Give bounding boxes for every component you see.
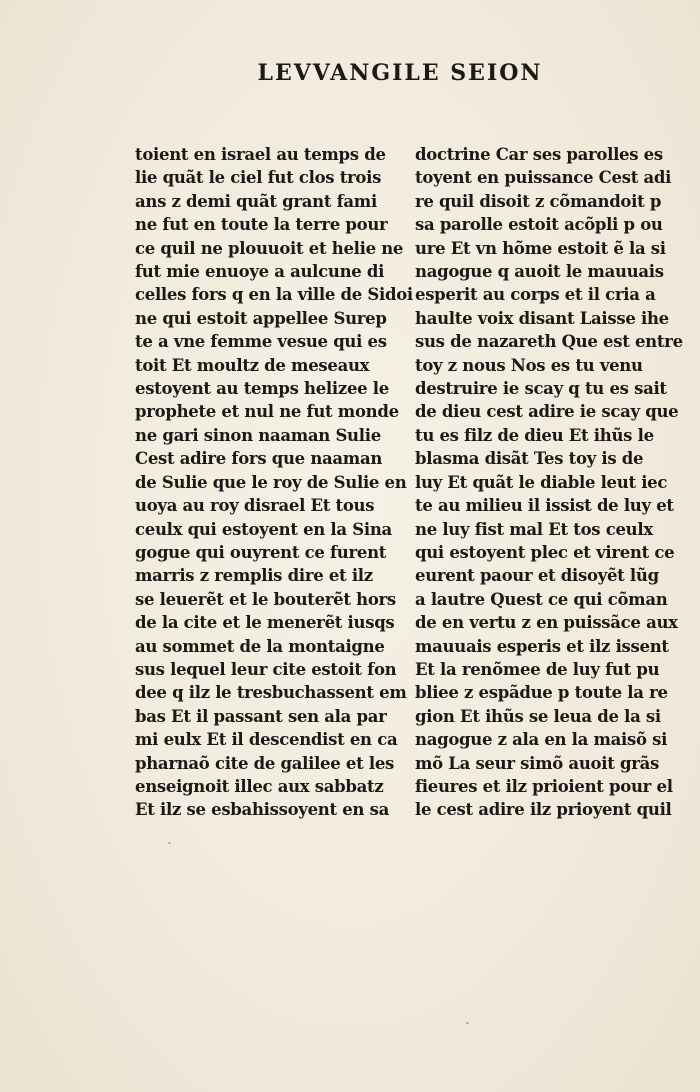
left-column-line: ans z demi quãt grant fami [135,191,377,211]
left-column-line: ce quil ne plouuoit et helie ne [135,238,404,258]
left-column-line: ne fut en toute la terre pour [135,215,388,235]
right-column-line: a lautre Quest ce qui cõman [415,589,668,609]
left-column-line: bas Et il passant sen ala par [135,706,387,726]
right-column-line: le cest adire ilz prioyent quil [415,800,672,820]
right-column-line: sus de nazareth Que est entre [415,332,683,352]
left-column-line: toient en israel au temps de [135,145,386,164]
right-column-line: fieures et ilz prioient pour el [415,776,673,796]
right-column-line: ne luy fist mal Et tos ceulx [415,519,653,539]
left-column-line: sus lequel leur cite estoit fon [135,659,397,679]
left-column-line: te a vne femme vesue qui es [135,332,387,352]
left-column-line: gogue qui ouyrent ce furent [135,542,387,562]
right-column-line: haulte voix disant Laisse ihe [415,308,669,328]
right-column-line: doctrine Car ses parolles es [415,145,663,164]
left-column-line: uoya au roy disrael Et tous [135,496,375,516]
left-column-line: celles fors q en la ville de Sidoi [135,285,413,305]
right-column-line: gion Et ihũs se leua de la si [415,706,661,726]
running-head: LEVVANGILE SEION [257,60,543,86]
left-column-line: fut mie enuoye a aulcune di [135,262,385,282]
left-column-line: de la cite et le menerẽt iusqs [135,613,395,633]
right-column-line: nagogue z ala en la maisõ si [415,730,668,750]
right-column-line: bliee z espãdue p toute la re [415,683,668,703]
right-column-line: sa parolle estoit acõpli p ou [415,215,663,235]
left-column-line: Et ilz se esbahissoyent en sa [135,800,389,820]
right-column-line: toy z nous Nos es tu venu [415,355,643,375]
left-column-line: pharnaõ cite de galilee et les [135,753,395,773]
left-column-line: marris z remplis dire et ilz [135,566,373,586]
left-column-line: enseignoit illec aux sabbatz [135,776,384,796]
left-column-line: ne gari sinon naaman Sulie [135,425,381,445]
left-column-line: estoyent au temps helizee le [135,379,389,399]
left-text-column [135,143,413,822]
right-column-line: Et la renõmee de luy fut pu [415,659,660,679]
left-column-line: lie quãt le ciel fut clos trois [135,168,382,188]
left-column-line: se leuerẽt et le bouterẽt hors [135,589,396,609]
left-column-line: ceulx qui estoyent en la Sina [135,519,392,539]
left-column-line: toit Et moultz de meseaux [135,355,370,375]
left-column-line: Cest adire fors que naaman [135,449,383,469]
left-column-line: dee q ilz le tresbuchassent em [135,683,407,703]
right-column-line: de en vertu z en puissãce aux [415,613,678,633]
right-text-column [415,143,683,822]
right-column-line: esperit au corps et il cria a [415,285,656,305]
right-column-line: ure Et vn hõme estoit ẽ la si [415,238,666,258]
right-column-line: re quil disoit z cõmandoit p [415,191,662,211]
right-column-line: toyent en puissance Cest adi [415,168,672,188]
paper-speck [466,1022,469,1024]
right-column-line: de dieu cest adire ie scay que [415,402,679,422]
right-column-line: mõ La seur simõ auoit grãs [415,753,659,773]
right-column-line: tu es filz de dieu Et ihũs le [415,425,654,445]
right-column-line: te au milieu il issist de luy et [415,496,674,516]
right-column-line: eurent paour et disoyẽt lũg [415,566,659,586]
left-column-line: prophete et nul ne fut monde [135,402,399,422]
right-column-line: blasma disãt Tes toy is de [415,449,644,469]
right-column-line: nagogue q auoit le mauuais [415,262,664,282]
left-column-line: au sommet de la montaigne [135,636,385,656]
right-column-line: luy Et quãt le diable leut iec [415,472,668,492]
paper-speck [168,842,171,844]
left-column-line: mi eulx Et il descendist en ca [135,730,398,750]
left-column-line: de Sulie que le roy de Sulie en [135,472,407,492]
right-column-line: destruire ie scay q tu es sait [415,379,667,399]
right-column-line: mauuais esperis et ilz issent [415,636,669,656]
right-column-line: qui estoyent plec et virent ce [415,542,675,562]
left-column-line: ne qui estoit appellee Surep [135,308,387,328]
